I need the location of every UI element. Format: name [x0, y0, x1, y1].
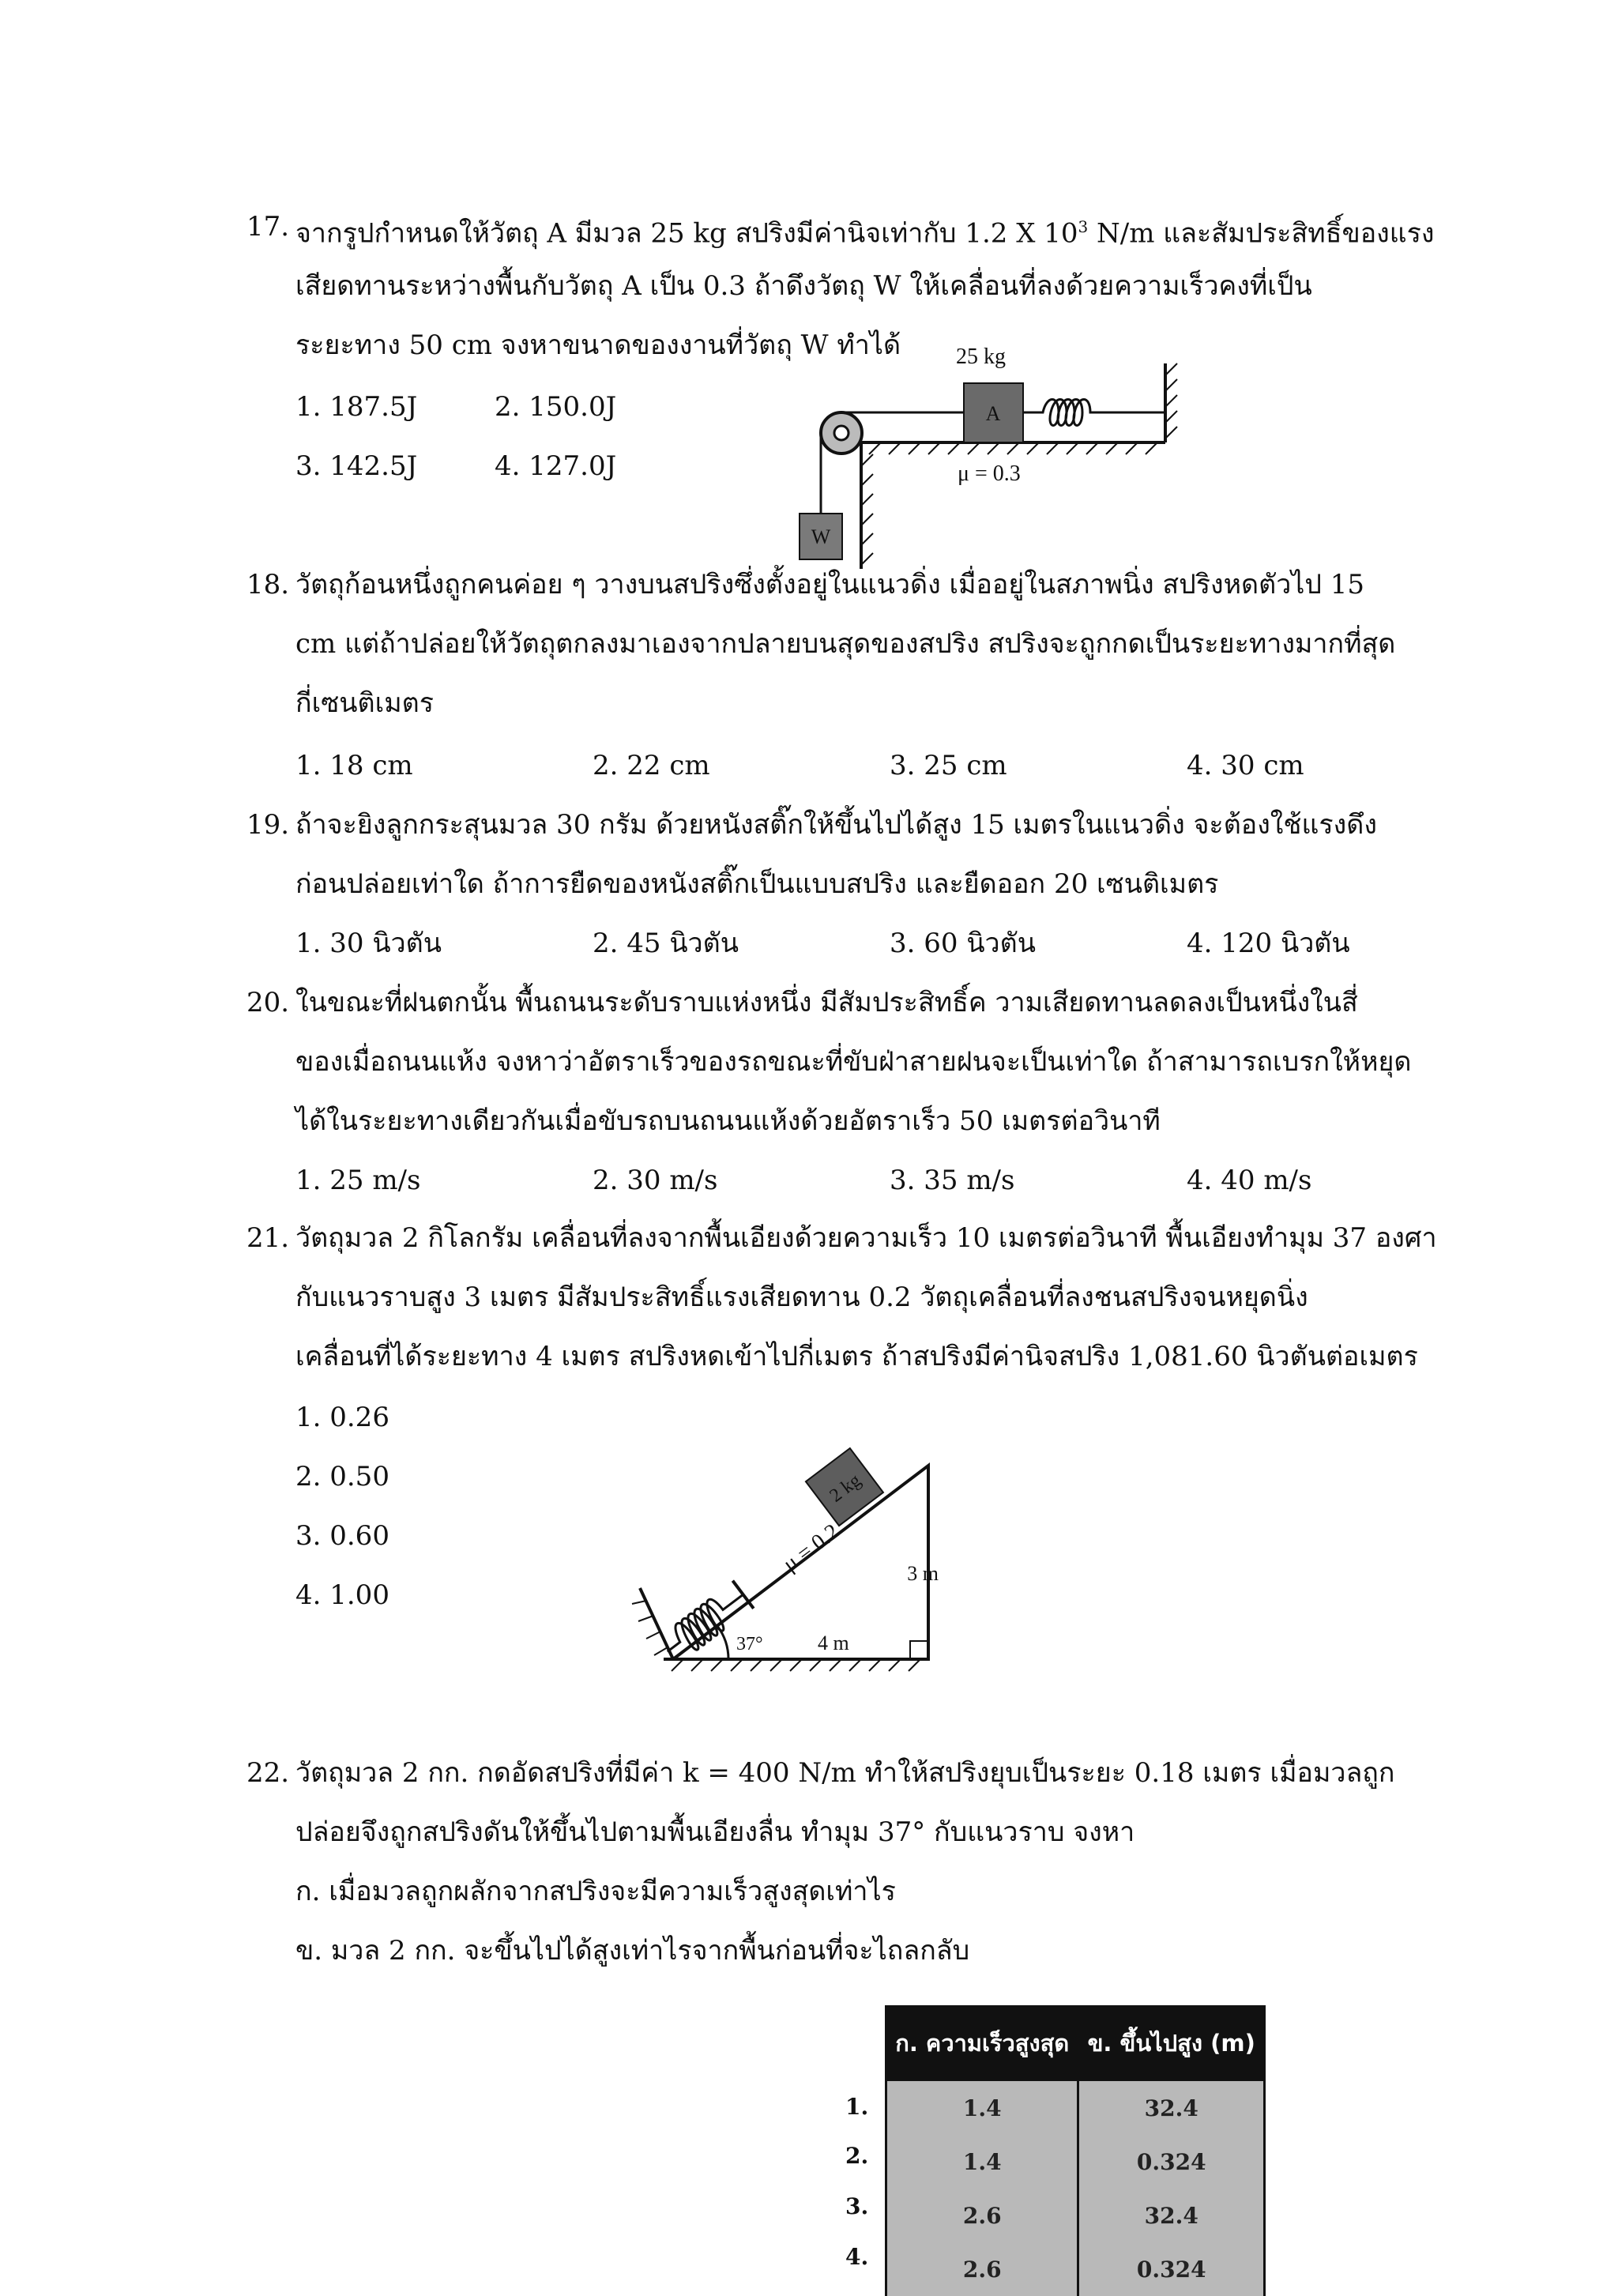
q19-choice-2: 2. 45 นิวตัน — [593, 928, 739, 959]
q19-choice-4: 4. 120 นิวตัน — [1187, 928, 1350, 959]
row-label-2: 2. — [845, 2143, 869, 2169]
speed-cell: 1.4 — [886, 2080, 1078, 2136]
height-cell: 32.4 — [1078, 2080, 1265, 2136]
q17-choice-2: 2. 150.0J — [495, 391, 617, 423]
pulley-axle — [834, 426, 849, 440]
pulley-spring-diagram — [774, 332, 1201, 569]
q20-choice-3: 3. 35 m/s — [890, 1165, 1015, 1196]
q19-choice-1: 1. 30 นิวตัน — [295, 928, 442, 959]
q19-choice-3: 3. 60 นิวตัน — [890, 928, 1036, 959]
table-header-row — [886, 2007, 1265, 2080]
question-20-line-3: ได้ในระยะทางเดียวกันเมื่อขับรถบนถนนแห้งด้วยอัตราเร็ว 50 เมตรต่อวินาที — [295, 1105, 1161, 1137]
table-row — [886, 2189, 1265, 2242]
q21-choice-1: 1. 0.26 — [295, 1402, 389, 1433]
q21-choice-3: 3. 0.60 — [295, 1520, 389, 1552]
q21-choice-2: 2. 0.50 — [295, 1461, 389, 1492]
mass-label: 2 kg — [826, 1470, 865, 1507]
question-22-number: 22. — [246, 1757, 290, 1789]
question-22-line-4: ข. มวล 2 กก. จะขึ้นไปได้สูงเท่าไรจากพื้นก่อนที่จะไถลกลับ — [295, 1935, 970, 1967]
right-angle-mark — [910, 1641, 928, 1659]
table-row — [886, 2080, 1265, 2136]
question-17-number: 17. — [246, 211, 290, 243]
mu-label: μ = 0.2 — [778, 1519, 844, 1577]
question-17-text-b: N/m และสัมประสิทธิ์ของแรง — [1088, 217, 1435, 250]
q17-choice-3: 3. 142.5J — [295, 450, 418, 482]
question-17-line-3: ระยะทาง 50 cm จงหาขนาดของงานที่วัตถุ W ทำได้ — [295, 329, 901, 361]
speed-cell: 2.6 — [886, 2189, 1078, 2242]
angle-label: 37° — [736, 1634, 763, 1654]
question-21-line-2: กับแนวราบสูง 3 เมตร มีสัมประสิทธิ์แรงเสียดทาน 0.2 วัตถุเคลื่อนที่ลงชนสปริงจนหยุดนิ่ง — [295, 1282, 1308, 1313]
question-19-line-2: ก่อนปล่อยเท่าใด ถ้าการยืดของหนังสติ๊กเป็นแบบสปริง และยืดออก 20 เซนติเมตร — [295, 868, 1219, 900]
header-height: ข. ขึ้นไปสูง (m) — [1078, 2007, 1265, 2080]
question-21-line-3: เคลื่อนที่ได้ระยะทาง 4 เมตร สปริงหดเข้าไปกี่เมตร ถ้าสปริงมีค่านิจสปริง 1,081.60 นิวตันต่อเมตร — [295, 1341, 1418, 1372]
mass-label: 25 kg — [956, 344, 1006, 369]
spring — [1023, 400, 1165, 426]
question-18-line-2: cm แต่ถ้าปล่อยให้วัตถุตกลงมาเองจากปลายบนสุดของสปริง สปริงจะถูกกดเป็นระยะทางมากที่สุด — [295, 628, 1396, 660]
question-18-number: 18. — [246, 569, 290, 600]
speed-cell: 1.4 — [886, 2135, 1078, 2189]
question-17-line-2: เสียดทานระหว่างพื้นกับวัตถุ A เป็น 0.3 ถ้าดึงวัตถุ W ให้เคลื่อนที่ลงด้วยความเร็วคงที่เป็น — [295, 270, 1312, 302]
height-cell: 0.324 — [1078, 2135, 1265, 2189]
block-w-label: W — [811, 525, 831, 548]
ground-hatch — [672, 1659, 920, 1671]
edge-hatch — [861, 454, 873, 565]
q20-choice-4: 4. 40 m/s — [1187, 1165, 1312, 1196]
q20-choice-2: 2. 30 m/s — [593, 1165, 718, 1196]
question-20-number: 20. — [246, 987, 290, 1018]
q17-choice-4: 4. 127.0J — [495, 450, 617, 482]
row-label-4: 4. — [845, 2244, 869, 2270]
question-19-number: 19. — [246, 809, 290, 841]
mass-block — [806, 1448, 883, 1526]
question-19-line-1: ถ้าจะยิงลูกกระสุนมวล 30 กรัม ด้วยหนังสติ๊กให้ขึ้นไปได้สูง 15 เมตรในแนวดิ่ง จะต้องใช้แรงดึง — [295, 809, 1377, 841]
q18-choice-1: 1. 18 cm — [295, 750, 413, 781]
question-21-line-1: วัตถุมวล 2 กิโลกรัม เคลื่อนที่ลงจากพื้นเอียงด้วยความเร็ว 10 เมตรต่อวินาที พื้นเอียงทำมุม 37 องศา — [295, 1222, 1437, 1254]
mu-label-group — [779, 1519, 844, 1577]
speed-cell: 2.6 — [886, 2242, 1078, 2296]
incline-spring-diagram — [624, 1414, 940, 1675]
table-row — [886, 2242, 1265, 2296]
exponent: 3 — [1078, 217, 1089, 236]
block-a-label: A — [985, 402, 1001, 425]
question-21-number: 21. — [246, 1222, 290, 1254]
q20-choice-1: 1. 25 m/s — [295, 1165, 421, 1196]
question-20-line-2: ของเมื่อถนนแห้ง จงหาว่าอัตราเร็วของรถขณะที่ขับฝ่าสายฝนจะเป็นเท่าใด ถ้าสามารถเบรกให้หยุด — [295, 1046, 1412, 1078]
table-row — [886, 2135, 1265, 2189]
question-17-text-a: จากรูปกำหนดให้วัตถุ A มีมวล 25 kg สปริงมีค่านิจเท่ากับ 1.2 X 10 — [295, 217, 1078, 250]
q21-choice-4: 4. 1.00 — [295, 1579, 389, 1611]
row-label-3: 3. — [845, 2193, 869, 2219]
base-label: 4 m — [818, 1632, 849, 1654]
height-cell: 32.4 — [1078, 2189, 1265, 2242]
q17-choice-1: 1. 187.5J — [295, 391, 418, 423]
q18-choice-3: 3. 25 cm — [890, 750, 1007, 781]
q18-choice-4: 4. 30 cm — [1187, 750, 1304, 781]
stop-wall — [640, 1588, 673, 1659]
height-cell: 0.324 — [1078, 2242, 1265, 2296]
wall-hatch — [1165, 363, 1177, 438]
answer-table — [885, 2005, 1266, 2296]
question-22-line-2: ปล่อยจึงถูกสปริงดันให้ขึ้นไปตามพื้นเอียงลื่น ทำมุม 37° กับแนวราบ จงหา — [295, 1816, 1135, 1848]
question-17-line-1 — [295, 209, 1435, 250]
header-max-speed: ก. ความเร็วสูงสุด — [886, 2007, 1078, 2080]
height-label: 3 m — [907, 1562, 939, 1585]
question-18-line-3: กี่เซนติเมตร — [295, 687, 434, 719]
mu-label: μ = 0.3 — [958, 461, 1021, 486]
question-18-line-1: วัตถุก้อนหนึ่งถูกคนค่อย ๆ วางบนสปริงซึ่งตั้งอยู่ในแนวดิ่ง เมื่ออยู่ในสภาพนิ่ง สปริงหดตัวไป 15 — [295, 569, 1365, 600]
floor-hatch — [869, 442, 1157, 454]
question-22-line-1: วัตถุมวล 2 กก. กดอัดสปริงที่มีค่า k = 400 N/m ทำให้สปริงยุบเป็นระยะ 0.18 เมตร เมื่อมวลถูก — [295, 1757, 1395, 1789]
question-20-line-1: ในขณะที่ฝนตกนั้น พื้นถนนระดับราบแห่งหนึ่ง มีสัมประสิทธิ์ค วามเสียดทานลดลงเป็นหนึ่งในสี่ — [295, 987, 1358, 1018]
question-22-line-3: ก. เมื่อมวลถูกผลักจากสปริงจะมีความเร็วสูงสุดเท่าไร — [295, 1876, 896, 1907]
row-label-1: 1. — [845, 2094, 869, 2120]
q18-choice-2: 2. 22 cm — [593, 750, 710, 781]
